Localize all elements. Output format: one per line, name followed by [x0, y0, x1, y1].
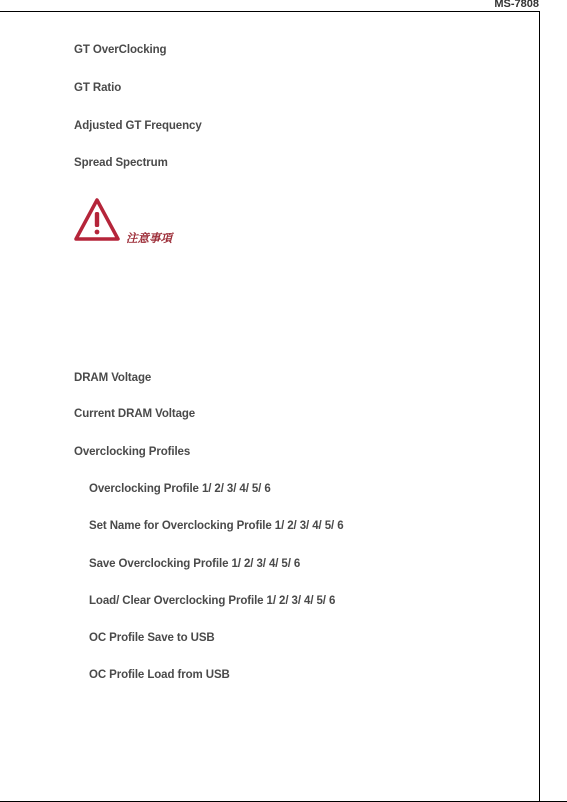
- item-spread-spectrum: Spread Spectrum: [74, 157, 168, 169]
- item-set-name-profile: Set Name for Overclocking Profile 1/ 2/ 3/ 4/ 5/ 6: [89, 520, 344, 532]
- top-rule: [0, 11, 539, 12]
- item-overclocking-profile: Overclocking Profile 1/ 2/ 3/ 4/ 5/ 6: [89, 483, 271, 495]
- item-load-clear-profile: Load/ Clear Overclocking Profile 1/ 2/ 3/ 4/ 5/ 6: [89, 595, 336, 607]
- item-dram-voltage: DRAM Voltage: [74, 372, 152, 384]
- right-rule: [539, 11, 540, 801]
- model-number: MS-7808: [494, 0, 539, 10]
- caution-label: 注意事項: [126, 233, 172, 245]
- item-oc-profile-load-usb: OC Profile Load from USB: [89, 669, 230, 681]
- item-gt-ratio: GT Ratio: [74, 82, 122, 94]
- item-gt-overclocking: GT OverClocking: [74, 44, 167, 56]
- item-save-profile: Save Overclocking Profile 1/ 2/ 3/ 4/ 5/ 6: [89, 558, 301, 570]
- item-oc-profile-save-usb: OC Profile Save to USB: [89, 632, 215, 644]
- warning-triangle-icon: [74, 197, 120, 242]
- item-overclocking-profiles: Overclocking Profiles: [74, 446, 191, 458]
- item-current-dram-voltage: Current DRAM Voltage: [74, 408, 196, 420]
- item-adjusted-gt-frequency: Adjusted GT Frequency: [74, 120, 202, 132]
